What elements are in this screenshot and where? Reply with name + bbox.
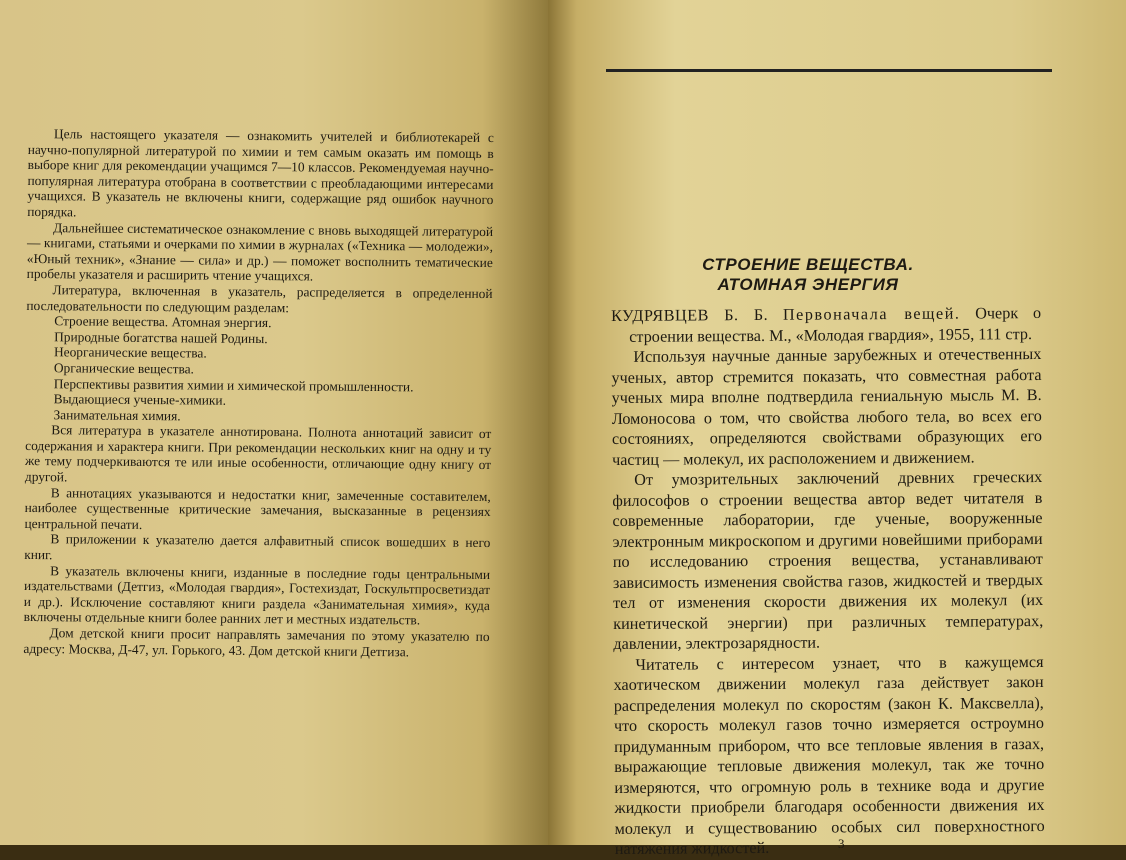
annotation-paragraph: От умозрительных заключений древних греческих философов о строении вещества автор ведет читателя в современные лаборатории, где ученые, вооруженные электронным микроскопом и другими новейшими приборами по исследованию строения вещества, устанавливают зависимость изменения свойства газов, жидкостей и твердых тел от изменения скорости движения их молекул (их кинетической энергии) при различных температурах, давлении, электрозарядности.	[612, 467, 1044, 653]
section-heading-line: СТРОЕНИЕ ВЕЩЕСТВА.	[702, 255, 914, 274]
publishers-paragraph: В указатель включены книги, изданные в последние годы центральными издательствами (Детгиз, «Молодая гвардия», Гостехиздат, Госкультпросветиздат и др.). Исключение составляют книги раздела «Занимательная химия», куда включены отдельные книги более ранних лет и местных издательств.	[23, 562, 491, 628]
entry-author: КУДРЯВЦЕВ Б. Б.	[611, 305, 769, 325]
section-item: Занимательная химия.	[53, 406, 181, 424]
section-item: Выдающиеся ученые-химики.	[53, 391, 227, 408]
section-item: Строение вещества. Атомная энергия.	[54, 313, 272, 331]
section-heading	[628, 255, 988, 295]
left-page-text	[23, 126, 494, 660]
sections-intro-paragraph: Литература, включенная в указатель, распределяется в определенной последовательности по следующим разделам:	[26, 282, 493, 315]
shortcomings-paragraph: В аннотациях указываются и недостатки книг, замеченные составителем, наиболее существенные критические замечания, высказанные в рецензиях центральной печати.	[24, 484, 491, 532]
annotation-paragraph: Читатель с интересом узнает, что в кажущемся хаотическом движении молекул газа действует закон распределения молекул по скоростям (закон К. Максвелла), что скорость молекул газов точно измеряется остроумно придуманным прибором, что все тепловые явления в газах, выражающие тепловые движения молекул, так же точно измеряются, что огромную роль в технике вода и другие жидкости приобрели благодаря особенности движения их молекул и существованию особых сил поверхностного натяжения жидкостей.	[613, 652, 1045, 858]
appendix-paragraph: В приложении к указателю дается алфавитный список вошедших в него книг.	[24, 531, 491, 563]
bibliography-entry	[611, 303, 1041, 347]
address-paragraph: Дом детской книги просит направлять замечания по этому указателю по адресу: Москва, Д-47, ул. Горького, 43. Дом детской книги Детгиза.	[23, 625, 490, 659]
page-number: 3	[838, 836, 845, 851]
entry-title: Первоначала вещей.	[782, 304, 961, 324]
intro-paragraph: Цель настоящего указателя — ознакомить учителей и библиотекарей с научно-популярной литературой по химии и тем самым оказать им помощь в выборе книг для рекомендации учащимся 7—10 классов. Рекомендуемая научно-популярная литература отобрана в соответствии с преобладающими интересами учащихся. В указатель не включены книги, содержащие ряд ошибок научного порядка.	[27, 126, 494, 220]
right-page	[548, 0, 1126, 858]
top-rule	[606, 69, 1052, 72]
section-item: Неорганические вещества.	[53, 344, 207, 361]
section-heading-line: АТОМНАЯ ЭНЕРГИЯ	[717, 275, 899, 294]
annotation-paragraph: Используя научные данные зарубежных и отечественных ученых, автор стремится показать, что совместная работа ученых мира вполне подтвердила гениальную мысль М. В. Ломоносова о том, что свойства любого тела, во всех его состояниях, определяются свойствами образующих его частиц — молекул, их расположением и движением.	[611, 344, 1042, 469]
section-item: Перспективы развития химии и химической промышленности.	[53, 375, 414, 394]
annotation-paragraph: Вся литература в указателе аннотирована. Полнота аннотаций зависит от содержания и характера книги. При рекомендации нескольких книг на одну и ту же тему подчеркиваются те или иные особенности, отличающие одну книгу от другой.	[24, 422, 492, 485]
section-item: Органические вещества.	[53, 360, 195, 377]
entry-details: Очерк о строении вещества. М., «Молодая гвардия», 1955, 111 стр.	[629, 303, 1042, 346]
left-page	[0, 0, 548, 845]
further-reading-paragraph: Дальнейшее систематическое ознакомление с вновь выходящей литературой — книгами, статьями и очерками по химии в журналах («Техника — молодежи», «Юный техник», «Знание — сила» и др.) — поможет восполнить тематические пробелы указателя и расширить чтение учащихся.	[26, 219, 494, 284]
section-item: Природные богатства нашей Родины.	[54, 328, 268, 346]
right-page-text	[611, 303, 1045, 859]
